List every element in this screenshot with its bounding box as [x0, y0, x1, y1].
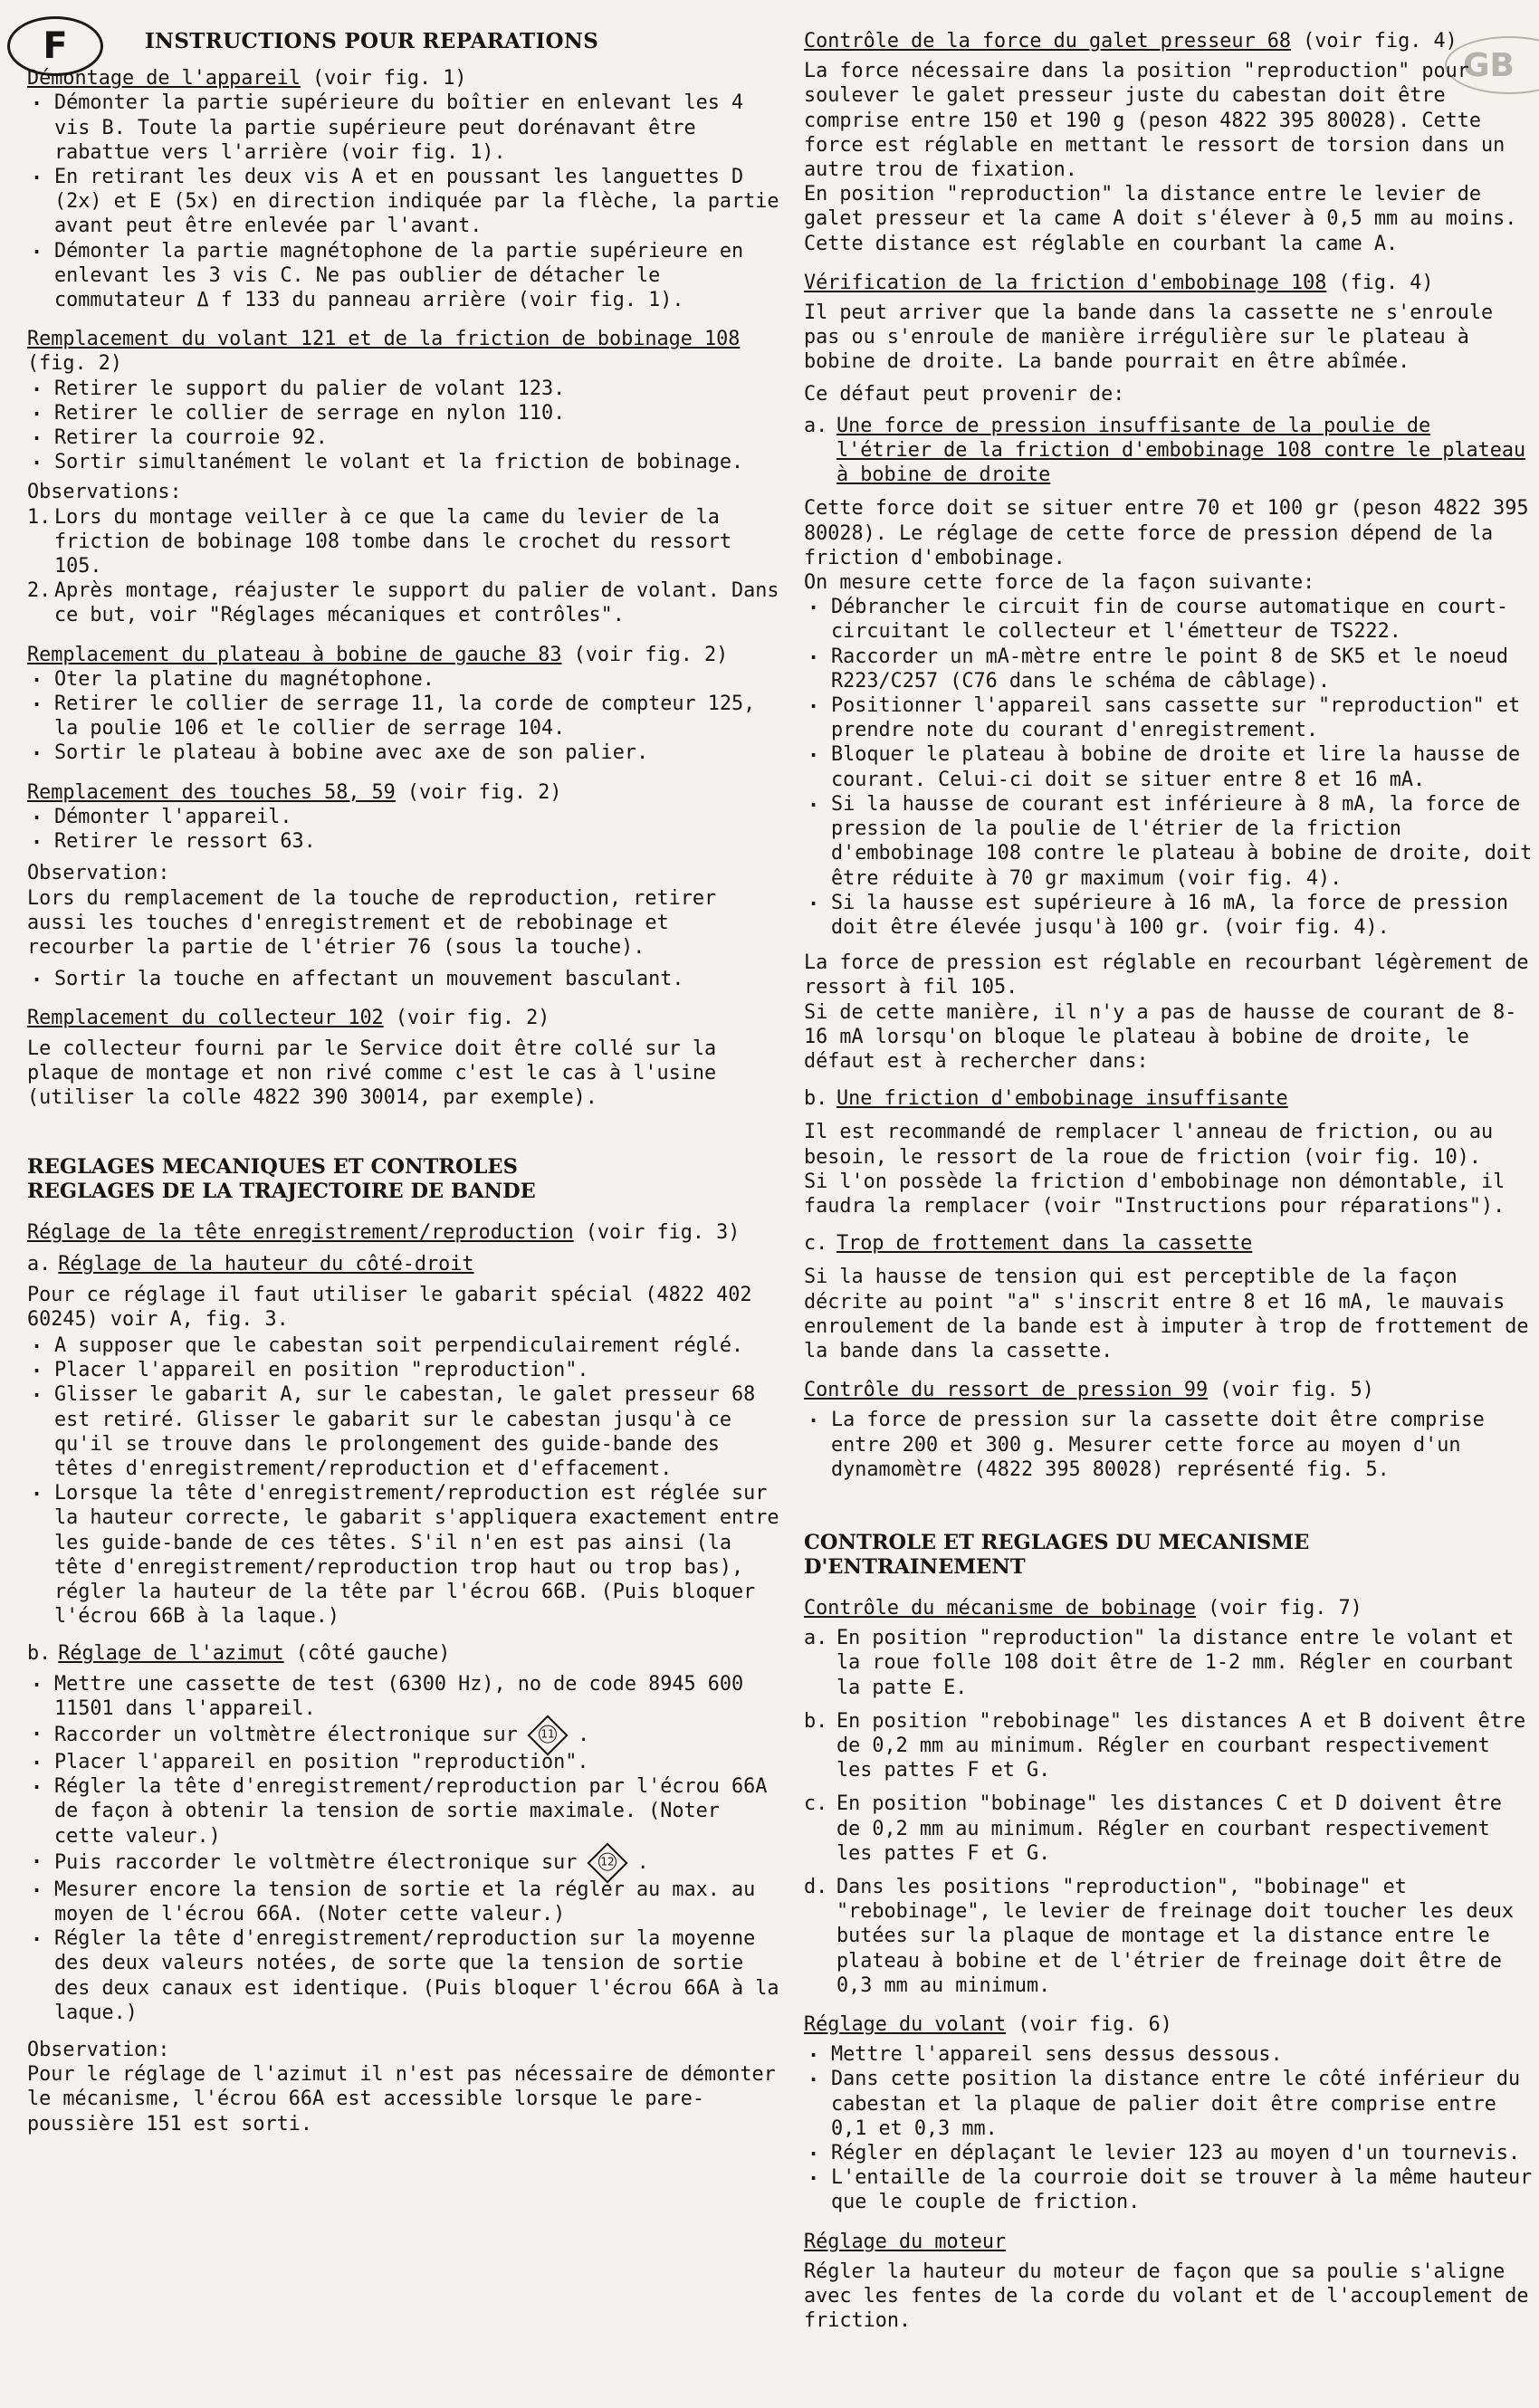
heading-text: Vérification de la friction d'embobinage 108: [804, 271, 1327, 294]
item-number: 1.: [27, 505, 52, 529]
bullet-list: [27, 1672, 783, 2025]
heading-text: Démontage de l'appareil: [27, 67, 301, 91]
section-friction: [804, 271, 1534, 1363]
item-text: .: [565, 1723, 590, 1746]
item-text: En position "bobinage" les distances C et D doivent être de 0,2 mm au minimum. Régler en courbant respectivement les pattes F et G.: [836, 1792, 1502, 1865]
heading-text: Contrôle du ressort de pression 99: [804, 1379, 1209, 1402]
list-item: . Sortir la touche en affectant un mouvement basculant.: [27, 967, 783, 991]
section-heading: [804, 2012, 1534, 2037]
paragraph: Si la hausse de tension qui est perceptible de la façon décrite au point "a" s'inscrit entre 8 et 16 mA, le mauvais enroulement de la bande est à imputer à trop de frottement de la bande dans la cassette.: [804, 1266, 1529, 1362]
list-item: . Débrancher le circuit fin de course automatique en court-circuitant le collecteur et l'émetteur de TS222.: [804, 595, 1534, 644]
observations-label: Observations:: [27, 481, 182, 504]
list-item: . Démonter la partie magnétophone de la partie supérieure en enlevant les 3 vis C. Ne pas oublier de détacher le commutateur Δ f 133 du panneau arrière (voir fig. 1).: [27, 239, 783, 313]
list-item: . Retirer le support du palier de volant 123.: [27, 377, 783, 401]
list-item: . Mettre une cassette de test (6300 Hz), no de code 8945 600 11501 dans l'appareil.: [27, 1672, 783, 1721]
observation-label: Observation:: [27, 862, 170, 885]
list-item: . L'entaille de la courroie doit se trouver à la même hauteur que le couple de friction.: [804, 2165, 1534, 2214]
section-heading: [27, 66, 783, 91]
language-badge: F: [7, 16, 103, 76]
heading-ref: (voir fig. 3): [573, 1221, 741, 1245]
section-bobinage: [804, 1596, 1534, 1998]
heading-text: Réglage de la tête enregistrement/reproduction: [27, 1221, 574, 1245]
paragraph: Le collecteur fourni par le Service doit être collé sur la plaque de montage et non rivé comme c'est le cas à l'usine (utiliser la colle 4822 390 30014, par exemple).: [27, 1037, 717, 1109]
list-item: . Démonter la partie supérieure du boîtier en enlevant les 4 vis B. Toute la partie supérieure peut dorénavant être rabattue vers l'arrière (voir fig. 1).: [27, 91, 783, 165]
bullet-list: [27, 1333, 783, 1629]
list-item: . Mesurer encore la tension de sortie et la régler au max. au moyen de l'écrou 66A. (Noter cette valeur.): [27, 1878, 783, 1926]
sub-heading-text: Réglage de la hauteur du côté-droit: [58, 1253, 474, 1276]
section-heading: [804, 1596, 1534, 1620]
paragraph: La force nécessaire dans la position "reproduction" pour soulever le galet presseur juste du cabestan doit être comprise entre 150 et 190 g (peson 4822 395 80028). Cette force est réglable en mettant le ressort de torsion dans un autre trou de fixation.: [804, 60, 1506, 182]
heading-text: Remplacement du volant 121 et de la friction de bobinage 108: [27, 328, 741, 351]
bullet-list: [27, 91, 783, 312]
list-item: [804, 1875, 1534, 1998]
bullet-list: [27, 967, 783, 991]
section-ressort: [804, 1378, 1534, 1482]
sub-label: c.: [804, 1232, 828, 1256]
heading-ref: (voir fig. 6): [1006, 2013, 1172, 2037]
sub-heading-text: Une force de pression insuffisante de la poulie de l'étrier de la friction d'embobinage 108 contre le plateau à bobine de droite: [836, 414, 1526, 487]
section-plateau: [27, 643, 783, 766]
list-item: . Retirer le ressort 63.: [27, 829, 783, 854]
heading-text: Contrôle du mécanisme de bobinage: [804, 1596, 1197, 1620]
heading-ref: (voir fig. 5): [1208, 1379, 1374, 1402]
paragraph: En position "reproduction" la distance entre le levier de galet presseur et la came A doit s'élever à 0,5 mm au moins. Cette distance est réglable en courbant la came A.: [804, 183, 1517, 255]
sub-label: a.: [804, 414, 828, 437]
paragraph: Pour ce réglage il faut utiliser le gabarit spécial (4822 402 60245) voir A, fig. 3.: [27, 1283, 752, 1331]
title-line: REGLAGES DE LA TRAJECTOIRE DE BANDE: [27, 1180, 536, 1204]
paragraph: Il peut arriver que la bande dans la cassette ne s'enroule pas ou s'enroule de manière irrégulière sur le plateau à bobine de droite. La bande pourrait en être abîmée.: [804, 301, 1494, 374]
item-label: a.: [804, 1627, 828, 1650]
item-text: Après montage, réajuster le support du palier de volant. Dans ce but, voir "Réglages mécaniques et contrôles".: [54, 579, 779, 627]
right-column: [804, 29, 1534, 2347]
list-item: . Démonter l'appareil.: [27, 805, 783, 829]
bullet-list: [804, 2042, 1534, 2214]
observation-label: Observation:: [27, 2039, 170, 2062]
sub-heading-b: [27, 1641, 783, 1666]
list-item: . Positionner l'appareil sans cassette sur "reproduction" et prendre note du courant d'enregistrement.: [804, 693, 1534, 742]
list-item: [27, 1849, 783, 1878]
bullet-list: [27, 805, 783, 854]
section-heading: [804, 1378, 1534, 1402]
title-line: REGLAGES MECANIQUES ET CONTROLES: [27, 1155, 518, 1180]
sub-label: a.: [27, 1253, 52, 1276]
test-point-number: 11: [539, 1725, 557, 1744]
heading-text: Remplacement des touches 58, 59: [27, 780, 396, 804]
paragraph: Régler la hauteur du moteur de façon que sa poulie s'aligne avec les fentes de la corde du volant et de l'accouplement de friction.: [804, 2260, 1529, 2333]
section-collecteur: [27, 1006, 783, 1110]
item-text: Dans les positions "reproduction", "bobinage" et "rebobinage", le levier de freinage doit toucher les deux butées sur la plaque de montage et la distance entre le plateau à bobine et de l'étrier de freinage doit être de 0,3 mm au minimum.: [836, 1876, 1515, 1997]
list-item: [27, 578, 783, 627]
list-item: . Retirer le collier de serrage 11, la corde de compteur 125, la poulie 106 et le collier de serrage 104.: [27, 692, 783, 741]
heading-ref: (voir fig. 2): [561, 643, 729, 666]
heading-ref: (voir fig. 4): [1291, 30, 1458, 53]
list-item: . La force de pression sur la cassette doit être comprise entre 200 et 300 g. Mesurer cette force au moyen d'un dynamomètre (4822 395 80028) représenté fig. 5.: [804, 1408, 1534, 1482]
paragraph: Ce défaut peut provenir de:: [804, 382, 1125, 406]
section-heading: [804, 2230, 1534, 2254]
item-text: En position "rebobinage" les distances A et B doivent être de 0,2 mm au minimum. Régler en courbant respectivement les pattes F et G.: [836, 1709, 1526, 1782]
bullet-list: [27, 667, 783, 766]
list-item: . Sortir le plateau à bobine avec axe de son palier.: [27, 741, 783, 765]
bullet-list: [804, 1408, 1534, 1482]
page-title: INSTRUCTIONS POUR REPARATIONS: [145, 29, 599, 53]
item-label: b.: [804, 1709, 828, 1733]
list-item: . Mettre l'appareil sens dessus dessous.: [804, 2042, 1534, 2067]
test-point-number: 12: [598, 1852, 617, 1870]
list-item: [27, 1721, 783, 1750]
bullet-list: [804, 595, 1534, 940]
list-item: [804, 1792, 1534, 1866]
list-item: . Lorsque la tête d'enregistrement/reproduction est réglée sur la hauteur correcte, le gabarit s'appliquera exactement entre les guide-bande de ces têtes. S'il n'en est pas ainsi (la tête d'enregistrement/reproduction trop haut ou trop bas), régler la hauteur de la tête par l'écrou 66B. (Puis bloquer l'écrou 66B à la laque.): [27, 1481, 783, 1629]
sub-label: b.: [804, 1087, 828, 1111]
item-label: c.: [804, 1792, 828, 1816]
item-number: 2.: [27, 579, 52, 603]
item-text: Raccorder un voltmètre électronique sur: [54, 1723, 518, 1746]
section-demontage: [27, 66, 783, 312]
numbered-list: [27, 505, 783, 628]
section-heading: [804, 271, 1534, 295]
heading-ref: (voir fig. 7): [1196, 1596, 1362, 1620]
sub-heading-text: Réglage de l'azimut: [58, 1642, 284, 1666]
left-column: [27, 29, 783, 2151]
sub-heading-text: Une friction d'embobinage insuffisante: [836, 1087, 1288, 1111]
edge-language-badge: GB: [1445, 36, 1539, 94]
section-tete: [27, 1220, 783, 2136]
section-heading: [27, 643, 783, 667]
section-title-reglages: [27, 1155, 783, 1204]
list-item: . Régler la tête d'enregistrement/reproduction sur la moyenne des deux valeurs notées, de sorte que la tension de sortie des deux canaux est identique. (Puis bloquer l'écrou 66A à la laque.): [27, 1926, 783, 2025]
heading-ref: (voir fig. 1): [300, 67, 467, 91]
list-item: . Oter la platine du magnétophone.: [27, 667, 783, 692]
observation-text: Pour le réglage de l'azimut il n'est pas nécessaire de démonter le mécanisme, l'écrou 66A est accessible lorsque le pare-poussière 151 est sorti.: [27, 2063, 776, 2136]
list-item: . Régler en déplaçant le levier 123 au moyen d'un tournevis.: [804, 2141, 1534, 2165]
sub-heading-a: [804, 414, 1534, 488]
item-text: .: [625, 1850, 649, 1874]
list-item: . A supposer que le cabestan soit perpendiculairement réglé.: [27, 1333, 783, 1358]
item-text: Lors du montage veiller à ce que la came du levier de la friction de bobinage 108 tombe dans le crochet du ressort 105.: [54, 505, 732, 578]
heading-text: Remplacement du plateau à bobine de gauche 83: [27, 643, 562, 666]
section-moteur: [804, 2230, 1534, 2334]
list-item: . Régler la tête d'enregistrement/reproduction par l'écrou 66A de façon à obtenir la tension de sortie maximale. (Noter cette valeur.): [27, 1774, 783, 1849]
heading-ref: (voir fig. 2): [383, 1007, 550, 1030]
sub-heading-ref: (côté gauche): [283, 1642, 451, 1666]
section-reglage-volant: [804, 2012, 1534, 2215]
paragraph: On mesure cette force de la façon suivante:: [804, 571, 1315, 595]
section-title-entrainement: CONTROLE ET REGLAGES DU MECANISME D'ENTRAINEMENT: [804, 1530, 1310, 1579]
section-heading: [27, 327, 783, 376]
heading-ref: (fig. 4): [1326, 271, 1434, 294]
list-item: . Si la hausse de courant est inférieure à 8 mA, la force de pression de la poulie de l'étrier de la friction d'embobinage 108 contre le plateau à bobine de droite, doit être réduite à 70 gr maximum (voir fig. 4).: [804, 792, 1534, 891]
paragraph: Si l'on possède la friction d'embobinage non démontable, il faudra la remplacer (voir "Instructions pour réparations").: [804, 1170, 1506, 1218]
sub-label: b.: [27, 1642, 52, 1666]
list-item: . Raccorder un mA-mètre entre le point 8 de SK5 et le noeud R223/C257 (C76 dans le schéma de câblage).: [804, 645, 1534, 693]
bullet-list: [27, 377, 783, 475]
heading-text: Contrôle de la force du galet presseur 68: [804, 30, 1292, 53]
list-item: . Bloquer le plateau à bobine de droite et lire la hausse de courant. Celui-ci doit se situer entre 8 et 16 mA.: [804, 742, 1534, 791]
sub-heading-a: [27, 1252, 783, 1276]
heading-ref: (fig. 2): [27, 352, 122, 376]
observation-text: Lors du remplacement de la touche de reproduction, retirer aussi les touches d'enregistrement et de rebobinage et recourber la partie de l'étrier 76 (sous la touche).: [27, 886, 717, 959]
section-heading: [27, 780, 783, 805]
list-item: . Glisser le gabarit A, sur le cabestan, le galet presseur 68 est retiré. Glisser le gabarit sur le cabestan jusqu'à ce qu'il se trouve dans le prolongement des guide-bande des têtes d'enregistrement/reproduction et d'effacement.: [27, 1382, 783, 1481]
section-galet: [804, 29, 1534, 256]
list-item: . Retirer la courroie 92.: [27, 425, 783, 450]
item-label: d.: [804, 1876, 828, 1898]
list-item: . Placer l'appareil en position "reproduction".: [27, 1750, 783, 1774]
heading-ref: (voir fig. 2): [395, 780, 562, 804]
list-item: . Placer l'appareil en position "reproduction".: [27, 1358, 783, 1382]
section-heading: [27, 1006, 783, 1030]
sub-heading-c: [804, 1231, 1534, 1256]
list-item: [804, 1709, 1534, 1783]
paragraph: Il est recommandé de remplacer l'anneau de friction, ou au besoin, le ressort de la roue de friction (voir fig. 10).: [804, 1121, 1494, 1169]
list-item: . Sortir simultanément le volant et la friction de bobinage.: [27, 450, 783, 474]
section-heading: [27, 1220, 783, 1245]
section-heading: [804, 29, 1534, 53]
list-item: [804, 1626, 1534, 1700]
list-item: [27, 505, 783, 579]
sub-heading-text: Trop de frottement dans la cassette: [836, 1232, 1253, 1256]
paragraph: La force de pression est réglable en recourbant légèrement de ressort à fil 105.: [804, 951, 1529, 999]
paragraph: Cette force doit se situer entre 70 et 100 gr (peson 4822 395 80028). Le réglage de cette force de pression dépend de la friction d'embobinage.: [804, 497, 1529, 569]
list-item: . Si la hausse est supérieure à 16 mA, la force de pression doit être élevée jusqu'à 100 gr. (voir fig. 4).: [804, 891, 1534, 940]
section-volant: [27, 327, 783, 627]
item-text: Puis raccorder le voltmètre électronique sur: [54, 1850, 578, 1874]
heading-text: Réglage du volant: [804, 2013, 1007, 2037]
section-touches: [27, 780, 783, 992]
heading-text: Remplacement du collecteur 102: [27, 1007, 384, 1030]
sub-heading-b: [804, 1086, 1534, 1111]
list-item: . Retirer le collier de serrage en nylon 110.: [27, 401, 783, 425]
item-text: En position "reproduction" la distance entre le volant et la roue folle 108 doit être de 1-2 mm. Régler en courbant la patte E.: [836, 1627, 1515, 1699]
list-item: . En retirant les deux vis A et en poussant les languettes D (2x) et E (5x) en direction indiquée par la flèche, la partie avant peut être enlevée par l'avant.: [27, 165, 783, 239]
list-item: . Dans cette position la distance entre le côté inférieur du cabestan et la plaque de palier doit être comprise entre 0,1 et 0,3 mm.: [804, 2067, 1534, 2141]
paragraph: Si de cette manière, il n'y a pas de hausse de courant de 8-16 mA lorsqu'on bloque le plateau à bobine de droite, le défaut est à rechercher dans:: [804, 1000, 1517, 1073]
heading-text: Réglage du moteur: [804, 2230, 1007, 2253]
